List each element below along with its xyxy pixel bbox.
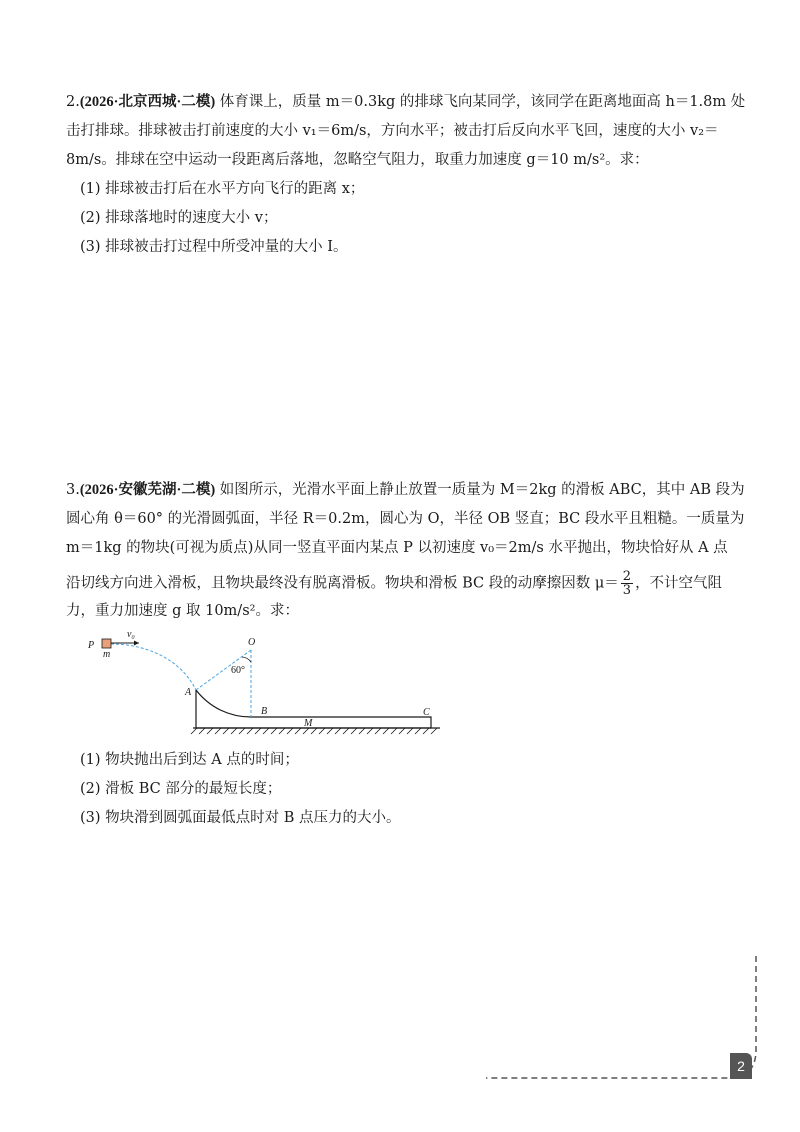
- problem-3-question-1: (1) 物块抛出后到达 A 点的时间；: [80, 752, 299, 768]
- problem-2-question-1: (1) 排球被击打后在水平方向飞行的距离 x；: [80, 181, 365, 197]
- problem-3-text-1: 如图所示，光滑水平面上静止放置一质量为 M＝2kg 的滑板 ABC，其中 AB 段为: [215, 482, 745, 498]
- velocity-arrow-head: [134, 641, 139, 646]
- ground-hatching: [191, 728, 437, 734]
- mu-numerator: 2: [622, 569, 632, 584]
- label-v0: $v_0$: [127, 629, 135, 641]
- problem-3-line-2: 圆心角 θ＝60° 的光滑圆弧面，半径 R＝0.2m，圆心为 O，半径 OB 竖直；BC 段水平且粗糙。一质量为: [66, 511, 745, 527]
- problem-3-text-4b: ，不计空气阻: [635, 575, 723, 592]
- problem-3-question-2: (2) 滑板 BC 部分的最短长度；: [80, 781, 282, 797]
- problem-2: [66, 92, 756, 262]
- problem-2-number: 2.: [66, 94, 80, 110]
- slide-board: [196, 690, 431, 728]
- problem-3-line-1: [66, 480, 745, 500]
- problem-2-line-3: 8m/s。排球在空中运动一段距离后落地，忽略空气阻力，取重力加速度 g＝10 m/s²。求：: [66, 152, 649, 168]
- problem-2-source: (2026·北京西城·二模): [79, 94, 216, 110]
- label-A: A: [185, 687, 192, 698]
- problem-3-source: (2026·安徽芜湖·二模): [79, 482, 216, 498]
- trajectory: [111, 644, 196, 690]
- label-angle: 60°: [231, 665, 245, 676]
- problem-2-line-1: [66, 92, 745, 112]
- label-P: P: [88, 640, 95, 651]
- label-C: C: [423, 707, 430, 718]
- problem-2-line-2: 击打排球。排球被击打前速度的大小 v₁＝6m/s，方向水平；被击打后反向水平飞回，速度的大小 v₂＝: [66, 123, 719, 139]
- problem-3-line-3: m＝1kg 的物块(可视为质点)从同一竖直平面内某点 P 以初速度 v₀＝2m/s 水平抛出，物块恰好从 A 点: [66, 540, 728, 556]
- mu-denominator: 3: [622, 583, 632, 598]
- page-number: 2: [730, 1053, 752, 1079]
- page-corner-decoration: [480, 950, 770, 1090]
- label-O: O: [248, 637, 256, 648]
- problem-3-line-4: [66, 570, 722, 597]
- label-m: m: [103, 649, 111, 660]
- label-M: M: [304, 718, 313, 729]
- mu-fraction: [621, 570, 633, 597]
- angle-arc: [242, 657, 251, 662]
- problem-3-text-4a: 沿切线方向进入滑板，且物块最终没有脱离滑板。物块和滑板 BC 段的动摩擦因数 μ＝: [66, 575, 619, 592]
- problem-3-number: 3.: [66, 482, 80, 498]
- problem-2-question-3: (3) 排球被击打过程中所受冲量的大小 I。: [80, 239, 348, 255]
- block-m: [102, 639, 111, 648]
- problem-2-text-1: 体育课上，质量 m＝0.3kg 的排球飞向某同学，该同学在距离地面高 h＝1.8m 处: [215, 94, 746, 110]
- problem-2-question-2: (2) 排球落地时的速度大小 v；: [80, 210, 278, 226]
- problem-3-question-3: (3) 物块滑到圆弧面最低点时对 B 点压力的大小。: [80, 810, 401, 826]
- label-B: B: [261, 706, 268, 717]
- problem-3-figure: [85, 628, 445, 740]
- problem-3-line-5: 力，重力加速度 g 取 10m/s²。求：: [66, 603, 299, 619]
